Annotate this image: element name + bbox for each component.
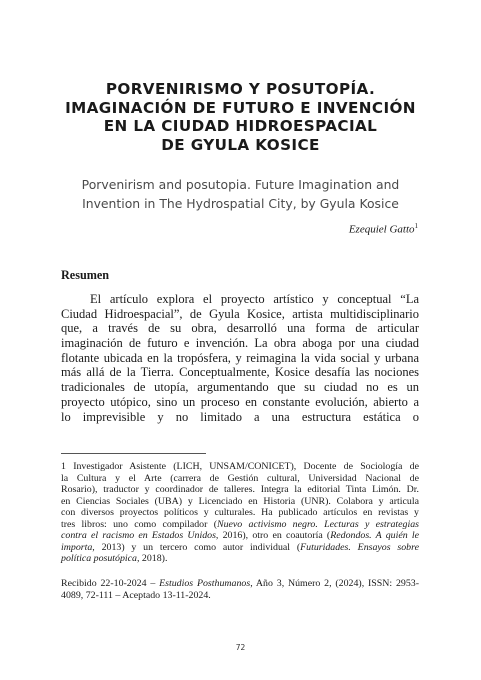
text-run: en Ciencias Sociales (UBA) y Licenciado en Historia (UNR). Colabora y articula [61, 495, 419, 507]
publication-info [61, 578, 419, 601]
text-run: 4089, 72-111 – Aceptado 13-11-2024. [61, 589, 211, 601]
title-line: IMAGINACIÓN DE FUTURO E INVENCIÓN [65, 98, 416, 117]
italic-text: Redondos. A quién le [330, 530, 420, 542]
english-title [30, 176, 451, 213]
footnote-separator [61, 453, 206, 454]
abstract-body [61, 292, 419, 424]
page-number: 72 [235, 643, 246, 652]
abstract-line: que, a través de su obra, desarrolló una forma de articular [61, 321, 419, 336]
footnote-line [61, 473, 419, 485]
footnote-marker: 1 [61, 461, 66, 472]
footnote-line [61, 496, 419, 508]
abstract-line: proyecto utópico, sino un proceso en constante evolución, abierto a [61, 394, 419, 409]
footnote-line [61, 530, 419, 542]
abstract-line: más allá de la Tierra. Conceptualmente, Kosice desafía las nociones [61, 365, 419, 380]
text-run: con diversos proyectos políticos y culturales. Ha publicado artículos en revistas y [61, 507, 419, 519]
text-run: , 2018). [136, 553, 168, 565]
text-run: Investigador Asistente (LICH, UNSAM/CONICET), Docente de Sociología de [73, 461, 419, 472]
abstract-line: imaginación de futuro e invención. La obra aboga por una ciudad [61, 336, 419, 351]
publication-info-line [61, 578, 419, 590]
title-line: EN LA CIUDAD HIDROESPACIAL [103, 117, 378, 136]
italic-text: importa [61, 541, 93, 553]
abstract-heading: Resumen [61, 268, 110, 282]
footnote-line [61, 507, 419, 519]
italic-text: Estudios Posthumanos [159, 578, 251, 589]
title-line: DE GYULA KOSICE [161, 135, 320, 154]
text-run: Rosario), traductor y coordinador de talleres. Integra la editorial Tinta Limón. Dr. [61, 484, 419, 496]
author-name: Ezequiel Gatto [348, 223, 415, 236]
subtitle-line: Porvenirism and posutopia. Future Imagination and [81, 177, 400, 192]
text-run: tres libros: uno como compilador ( [61, 518, 218, 530]
footnote-line [61, 553, 419, 565]
author-footnote [61, 461, 419, 565]
text-run: Recibido 22-10-2024 – [61, 578, 160, 589]
italic-text: Nuevo activismo negro. Lecturas y estrategias [217, 518, 420, 530]
italic-text: política posutópica [61, 553, 137, 565]
author-footnote-marker[interactable]: 1 [414, 222, 418, 230]
abstract-line: flotante ubicada en la tropósfera, y reimagina la vida social y urbana [61, 350, 419, 365]
footnote-line [61, 484, 419, 496]
title-line: PORVENIRISMO Y POSUTOPÍA. [105, 80, 376, 98]
author-byline [349, 222, 418, 236]
subtitle-line: Invention in The Hydrospatial City, by Gyula Kosice [82, 195, 399, 211]
footnote-line [61, 542, 419, 554]
footnote-line [61, 461, 419, 473]
publication-info-line [61, 590, 419, 602]
italic-text: contra el racismo en Estados Unidos [61, 530, 216, 542]
abstract-line: Ciudad Hidroespacial”, de Gyula Kosice, artista multidisciplinario [61, 306, 419, 321]
abstract-line: El artículo explora el proyecto artístico y conceptual “La [90, 292, 419, 306]
abstract-line: lo imprevisible y no limitado a una estructura estática o [61, 409, 419, 424]
text-run: , Año 3, Número 2, (2024), ISSN: 2953- [250, 578, 419, 589]
italic-text: Futuridades. Ensayos sobre [300, 541, 419, 553]
text-run: , 2016), otro en coautoría ( [215, 530, 331, 542]
text-run: , 2013) y un tercero como autor individual ( [92, 541, 301, 553]
article-title [40, 80, 441, 154]
text-run: la Cultura y el Arte (carrera de Gestión cultural, Universidad Nacional de [61, 472, 419, 484]
footnote-line [61, 519, 419, 531]
abstract-line: tradicionales de utopía, argumentando que su ciudad no es un [61, 380, 419, 395]
